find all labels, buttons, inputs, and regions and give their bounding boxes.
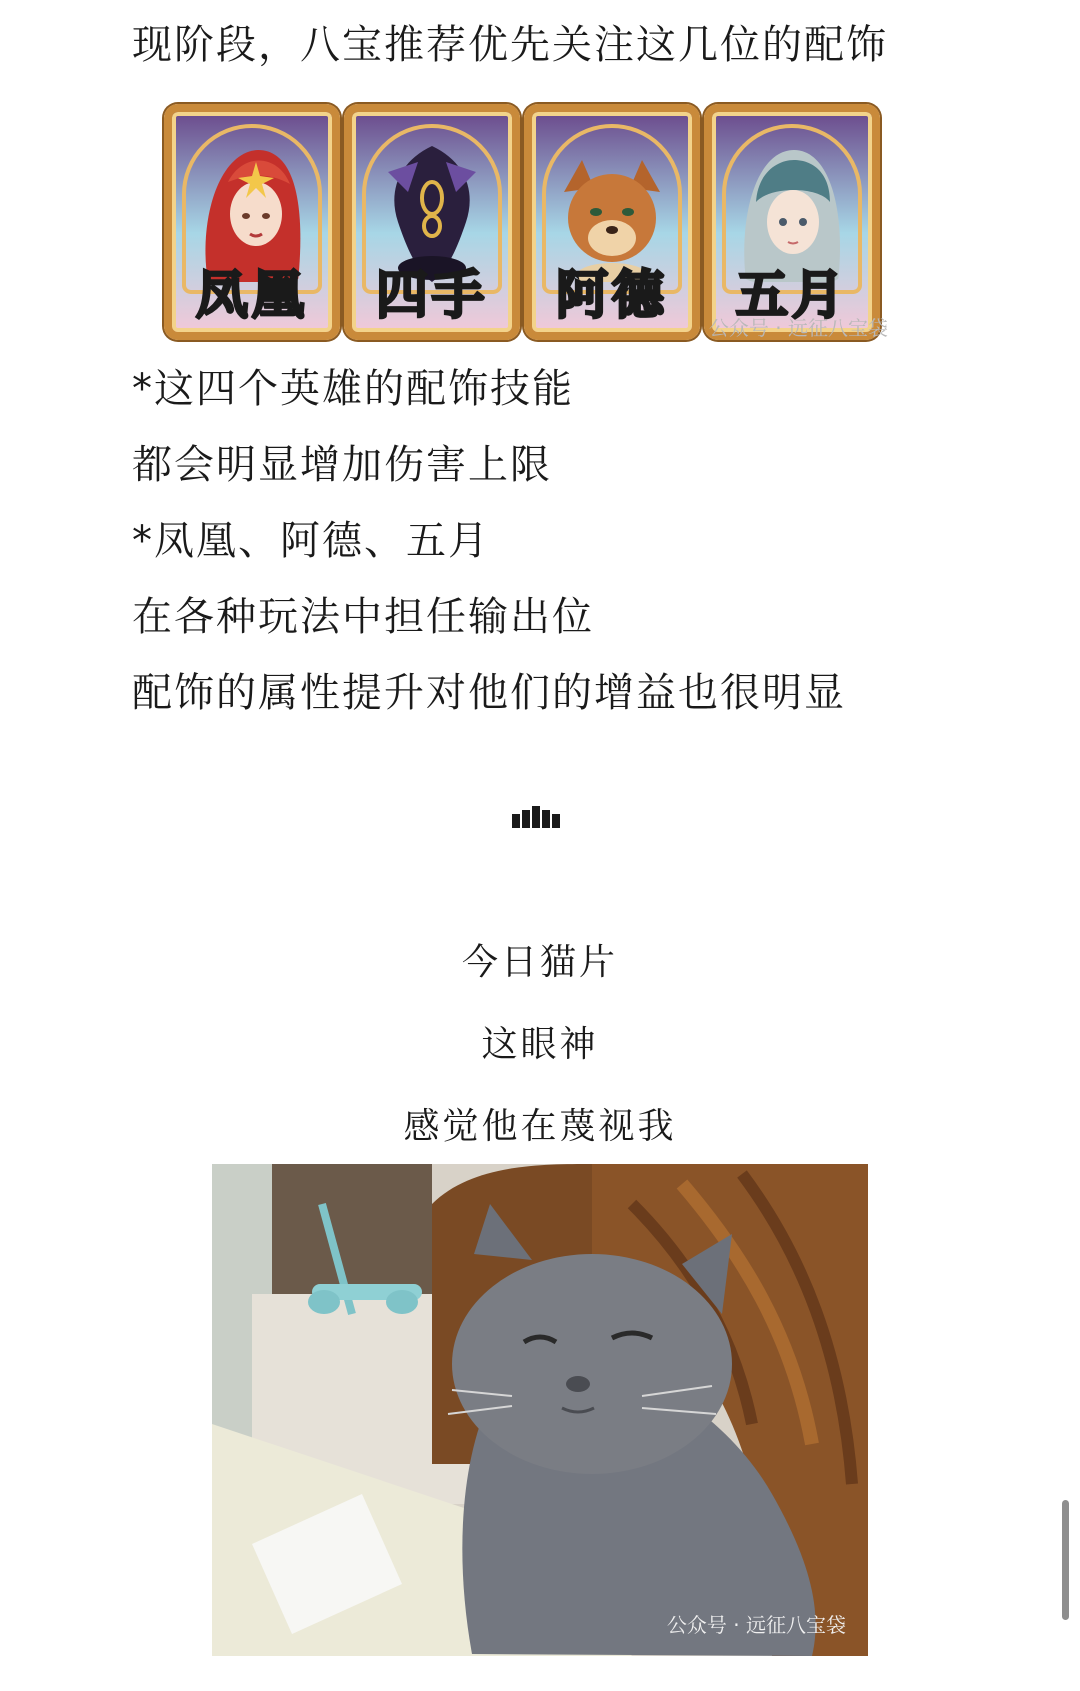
phoenix-hero-portrait xyxy=(198,142,306,282)
body-line-2: 都会明显增加伤害上限 xyxy=(132,442,552,488)
body-line-3: *凤凰、阿德、五月 xyxy=(132,518,490,564)
body-line-5: 配饰的属性提升对他们的增益也很明显 xyxy=(132,670,846,716)
hero-card-may xyxy=(704,104,880,340)
section-divider-icon xyxy=(512,806,568,828)
may-hero-portrait xyxy=(738,142,846,282)
ade-hero-portrait xyxy=(558,142,666,282)
hero-name: 凤凰 xyxy=(195,266,308,326)
four-hands-hero-portrait xyxy=(378,142,486,282)
intro-text: 现阶段，八宝推荐优先关注这几位的配饰 xyxy=(132,22,888,68)
cat-photo[interactable] xyxy=(212,1164,868,1656)
hero-card-four-hands xyxy=(344,104,520,340)
hero-card-phoenix xyxy=(164,104,340,340)
hero-name: 四手 xyxy=(375,266,488,326)
body-line-4: 在各种玩法中担任输出位 xyxy=(132,594,594,640)
watermark-text: 公众号 · 远征八宝袋 xyxy=(708,316,888,340)
scrollbar-thumb[interactable] xyxy=(1062,1500,1069,1620)
cat-photo-illustration xyxy=(212,1164,868,1656)
hero-accessory-image[interactable] xyxy=(164,104,888,344)
hero-name: 阿德 xyxy=(555,266,668,326)
cat-caption-title: 今日猫片 xyxy=(461,942,618,983)
body-line-1: *这四个英雄的配饰技能 xyxy=(132,366,574,412)
hero-card-ade xyxy=(524,104,700,340)
hero-name: 五月 xyxy=(735,266,848,326)
cat-caption-line-2: 这眼神 xyxy=(481,1024,599,1065)
cat-caption-line-3: 感觉他在蔑视我 xyxy=(403,1106,677,1147)
watermark-text: 公众号 · 远征八宝袋 xyxy=(666,1613,846,1637)
